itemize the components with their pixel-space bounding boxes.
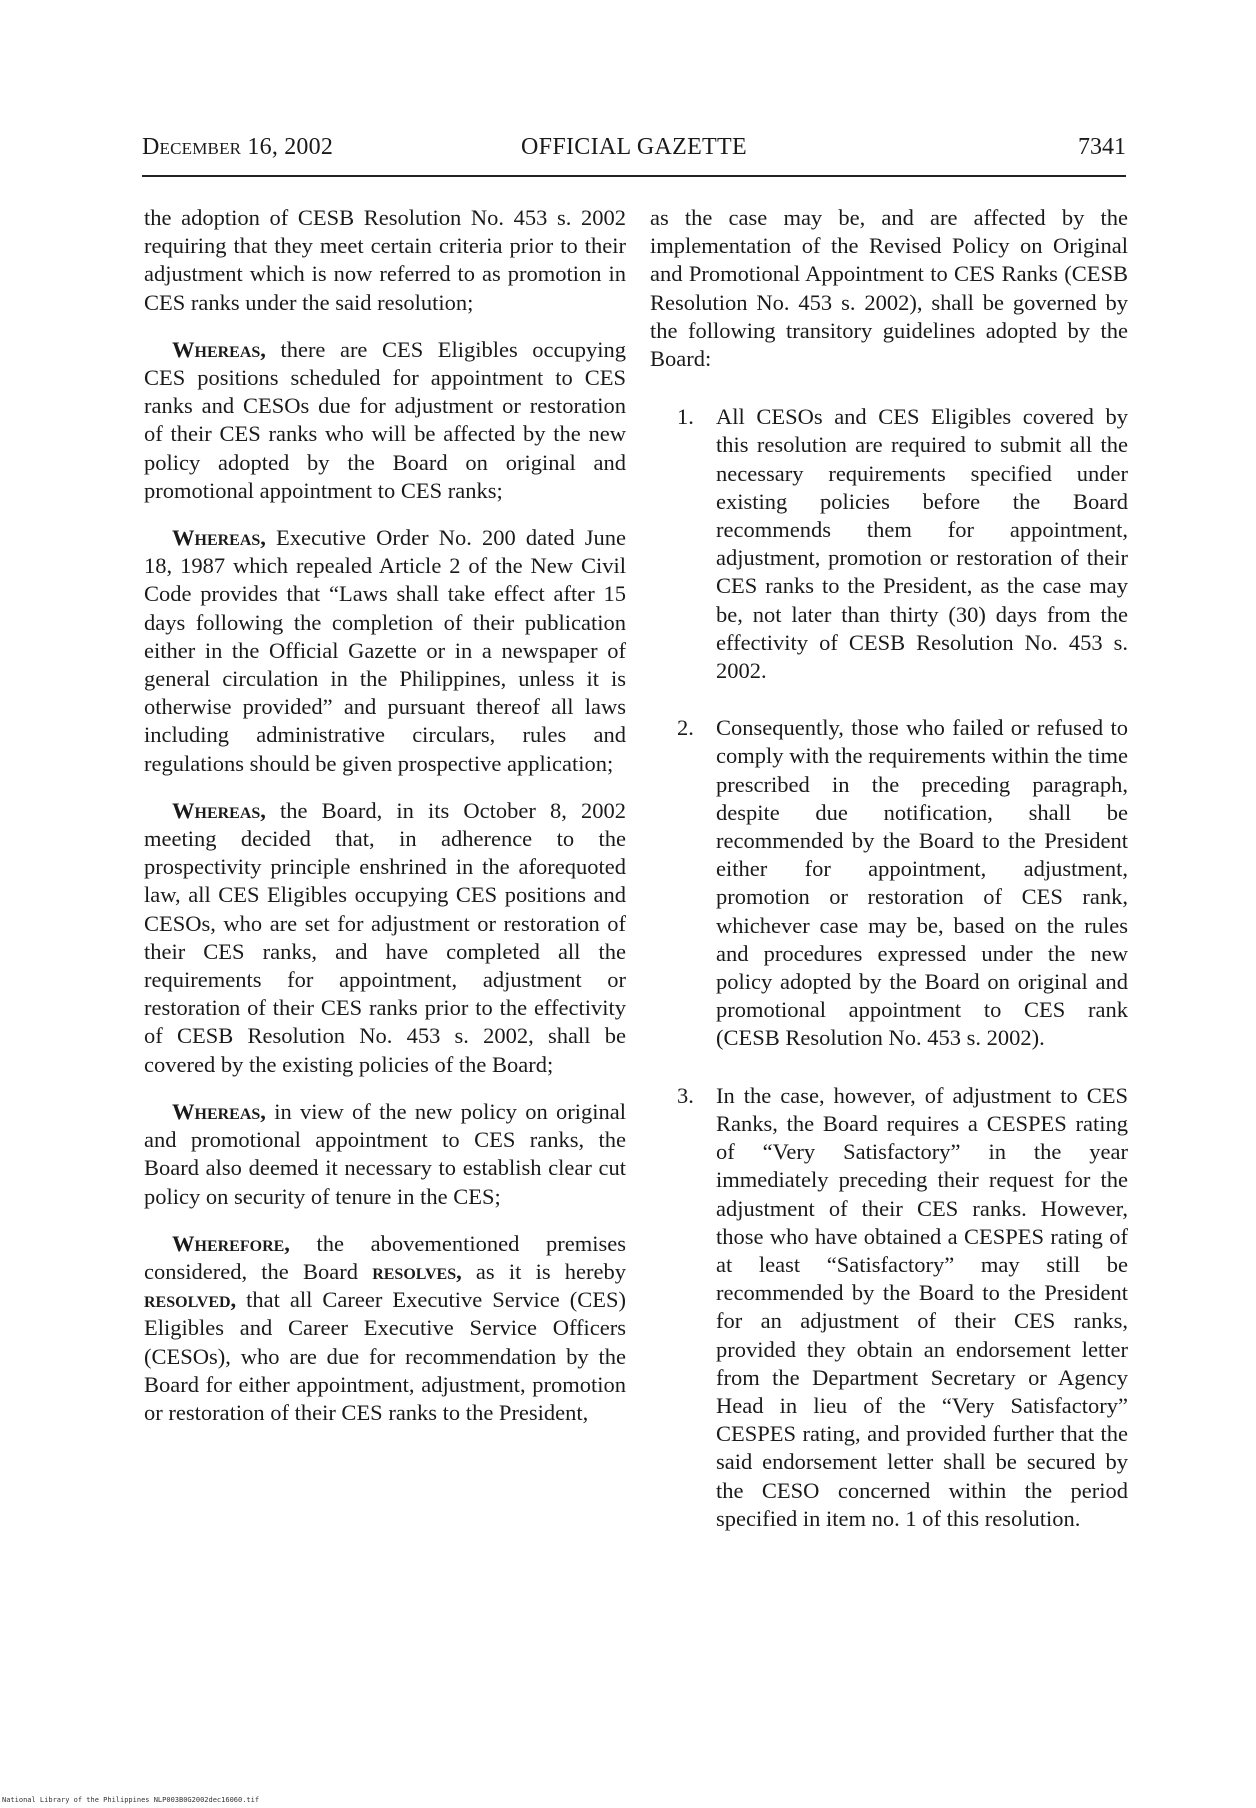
item-number: 2. — [677, 715, 694, 741]
item-text: Consequently, those who failed or refused to comply with the requirements within the time prescribed in the preceding paragraph, despite due notification, shall be recommended by the Board to the President either for appointment, adjustment, promotion or restoration of CES rank, whichever case may be, based on the rules and procedures expressed under the new policy adopted by the Board on original and promotional appointment to CES rank (CESB Resolution No. 453 s. 2002). — [716, 715, 1128, 1051]
paragraph-text: as it is hereby — [461, 1258, 627, 1284]
item-text: In the case, however, of adjustment to CES Ranks, the Board requires a CESPES rating of “Very Satisfactory” in the year immediately preceding their request for the adjustment of their CES ranks. However, those who have obtained a CESPES rating of at least “Satisfactory” may still be recommended by the Board to the President for an adjustment of their CES ranks, provided they obtain an endorsement letter from the Department Secretary or Agency Head in lieu of the “Very Satisfactory” CESPES rating, and provided further that the said endorsement letter shall be secured by the CESO concerned within the period specified in item no. 1 of this resolution. — [716, 1082, 1128, 1531]
item-number: 1. — [677, 404, 694, 430]
whereas-keyword: Whereas, — [172, 336, 266, 362]
continued-paragraph: as the case may be, and are affected by the implementation of the Revised Policy on Original and Promotional Appointment to CES Ranks (CESB Resolution No. 453 s. 2002), shall be governed by the following transitory guidelines adopted by the Board: — [650, 205, 1128, 372]
whereas-keyword: Whereas, — [172, 525, 266, 551]
header-rule — [142, 175, 1126, 177]
scan-footer-note: National Library of the Philippines NLP003B0G2002dec16060.tif — [2, 1796, 260, 1804]
paragraph-text: the Board, in its October 8, 2002 meeting decided that, in adherence to the prospectivity principle enshrined in the aforequoted law, all CES Eligibles occupying CES positions and CESOs, who are set for adjustment or restoration of their CES ranks, and have completed all the requirements for appointment, adjustment or restoration of their CES ranks prior to the effectivity of CESB Resolution No. 453 s. 2002, shall be covered by the existing policies of the Board; — [144, 797, 626, 1077]
whereas-keyword: Whereas, — [172, 1098, 266, 1124]
wherefore-paragraph — [144, 1230, 626, 1427]
left-column — [144, 204, 626, 1446]
paragraph-text: that all Career Executive Service (CES) Eligibles and Career Executive Service Officers (CESOs), who are due for recommendation by the Board for either appointment, adjustment, promotion or restoration of their CES ranks to the President, — [144, 1287, 626, 1425]
guideline-item-2 — [650, 714, 1128, 1052]
resolved-keyword: resolved, — [144, 1287, 237, 1313]
guideline-item-1 — [650, 403, 1128, 685]
page-number: 7341 — [1078, 134, 1126, 160]
whereas-keyword: Whereas, — [172, 797, 266, 823]
whereas-paragraph-2 — [144, 524, 626, 778]
paragraph-text: in view of the new policy on original and promotional appointment to CES ranks, the Board also deemed it necessary to establish clear cut policy on security of tenure in the CES; — [144, 1098, 626, 1209]
page-header — [142, 134, 1126, 168]
wherefore-keyword: Wherefore, — [172, 1230, 290, 1256]
whereas-paragraph-3 — [144, 797, 626, 1079]
right-column — [650, 204, 1128, 1562]
continued-paragraph: the adoption of CESB Resolution No. 453 s. 2002 requiring that they meet certain criteria prior to their adjustment which is now referred to as promotion in CES ranks under the said resolution; — [144, 205, 626, 315]
paragraph-text: there are CES Eligibles occupying CES positions scheduled for appointment to CES ranks and CESOs due for adjustment or restoration of their CES ranks who will be affected by the new policy adopted by the Board on original and promotional appointment to CES ranks; — [144, 336, 626, 503]
paragraph-text: Executive Order No. 200 dated June 18, 1987 which repealed Article 2 of the New Civil Code provides that “Laws shall take effect after 15 days following the completion of their publication either in the Official Gazette or in a newspaper of general circulation in the Philippines, unless it is otherwise provided” and pursuant thereof all laws including administrative circulars, rules and regulations should be given prospective application; — [144, 525, 626, 776]
whereas-paragraph-1 — [144, 336, 626, 505]
item-number: 3. — [677, 1082, 694, 1108]
whereas-paragraph-4 — [144, 1098, 626, 1211]
paragraph-text: the abovementioned premises considered, the Board — [144, 1230, 626, 1284]
publication-title: OFFICIAL GAZETTE — [521, 134, 747, 160]
resolves-keyword: resolves, — [372, 1258, 462, 1284]
item-text: All CESOs and CES Eligibles covered by this resolution are required to submit all the necessary requirements specified under existing policies before the Board recommends them for appointment, adjustment, promotion or restoration of their CES ranks to the President, as the case may be, not later than thirty (30) days from the effectivity of CESB Resolution No. 453 s. 2002. — [716, 404, 1128, 684]
header-date: December 16, 2002 — [142, 134, 334, 160]
guideline-item-3 — [650, 1082, 1128, 1533]
guidelines-list — [650, 403, 1128, 1533]
